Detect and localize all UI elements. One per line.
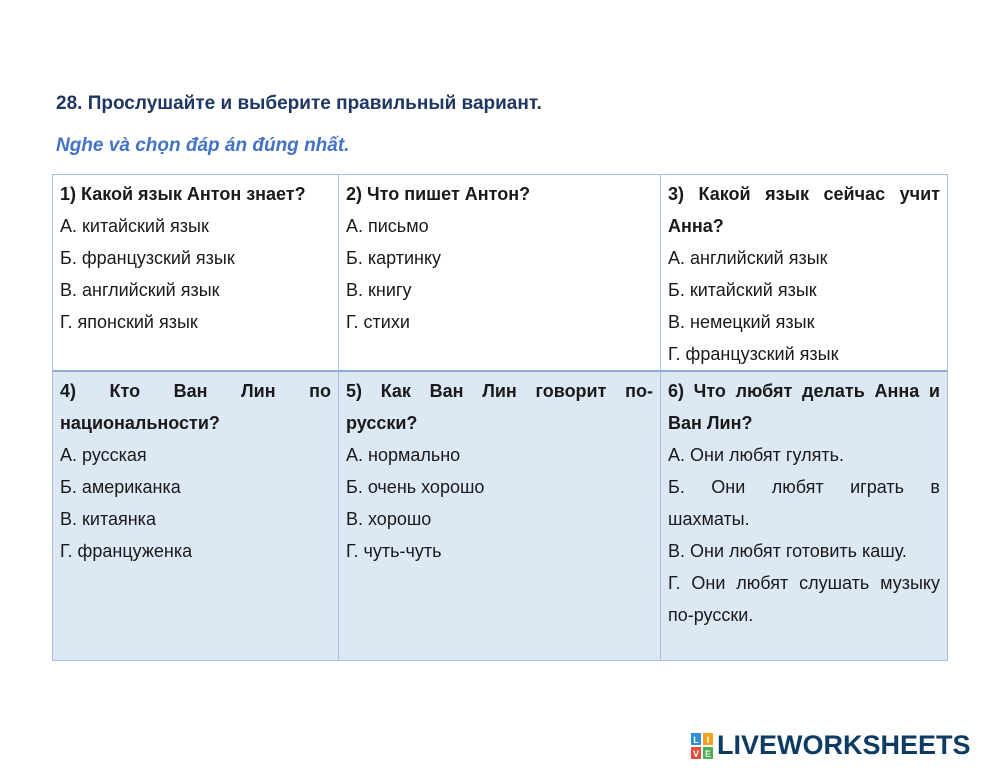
option-b[interactable]: Б. Они любят играть в шахматы. — [668, 477, 940, 529]
exercise-subtitle: Nghe và chọn đáp án đúng nhất. — [56, 135, 350, 156]
table-row — [53, 175, 948, 372]
option-a[interactable]: А. Они любят гулять. — [668, 445, 844, 465]
option-c[interactable]: В. Они любят готовить кашу. — [668, 541, 907, 561]
option-a[interactable]: А. письмо — [346, 216, 429, 236]
question-text: 2) Что пишет Антон? — [346, 184, 531, 204]
option-c[interactable]: В. хорошо — [346, 509, 432, 529]
svg-text:I: I — [706, 734, 710, 745]
svg-text:E: E — [704, 748, 712, 759]
option-c[interactable]: В. книгу — [346, 280, 412, 300]
question-cell-6 — [661, 371, 948, 661]
question-text: 1) Какой язык Антон знает? — [60, 184, 306, 204]
option-c[interactable]: В. немецкий язык — [668, 312, 815, 332]
exercise-title: 28. Прослушайте и выберите правильный вариант. — [56, 93, 542, 114]
option-a[interactable]: А. русская — [60, 445, 147, 465]
option-d[interactable]: Г. стихи — [346, 312, 410, 332]
option-c[interactable]: В. английский язык — [60, 280, 220, 300]
option-b[interactable]: Б. французский язык — [60, 248, 235, 268]
option-b[interactable]: Б. американка — [60, 477, 181, 497]
option-c[interactable]: В. китаянка — [60, 509, 156, 529]
svg-text:L: L — [693, 734, 699, 745]
question-text: 4) Кто Ван Лин по национальности? — [60, 381, 331, 433]
question-table — [52, 174, 948, 661]
question-cell-5 — [339, 371, 661, 661]
option-d[interactable]: Г. француженка — [60, 541, 193, 561]
option-d[interactable]: Г. чуть-чуть — [346, 541, 442, 561]
option-b[interactable]: Б. китайский язык — [668, 280, 817, 300]
option-b[interactable]: Б. очень хорошо — [346, 477, 485, 497]
question-cell-4 — [53, 371, 339, 661]
question-text: 3) Какой язык сейчас учит Анна? — [668, 184, 940, 236]
question-cell-2 — [339, 175, 661, 372]
question-cell-1 — [53, 175, 339, 372]
liveworksheets-logo — [690, 730, 971, 761]
option-d[interactable]: Г. Они любят слушать музыку по-русски. — [668, 573, 940, 625]
question-text: 5) Как Ван Лин говорит по-русски? — [346, 381, 653, 433]
logo-text: LIVEWORKSHEETS — [717, 730, 971, 760]
svg-text:V: V — [692, 748, 700, 759]
logo-blocks-icon — [690, 732, 714, 760]
option-a[interactable]: А. английский язык — [668, 248, 828, 268]
option-a[interactable]: А. нормально — [346, 445, 461, 465]
option-a[interactable]: А. китайский язык — [60, 216, 209, 236]
table-row — [53, 371, 948, 661]
option-b[interactable]: Б. картинку — [346, 248, 442, 268]
option-d[interactable]: Г. французский язык — [668, 344, 839, 364]
option-d[interactable]: Г. японский язык — [60, 312, 198, 332]
question-cell-3 — [661, 175, 948, 372]
question-text: 6) Что любят делать Анна и Ван Лин? — [668, 381, 940, 433]
